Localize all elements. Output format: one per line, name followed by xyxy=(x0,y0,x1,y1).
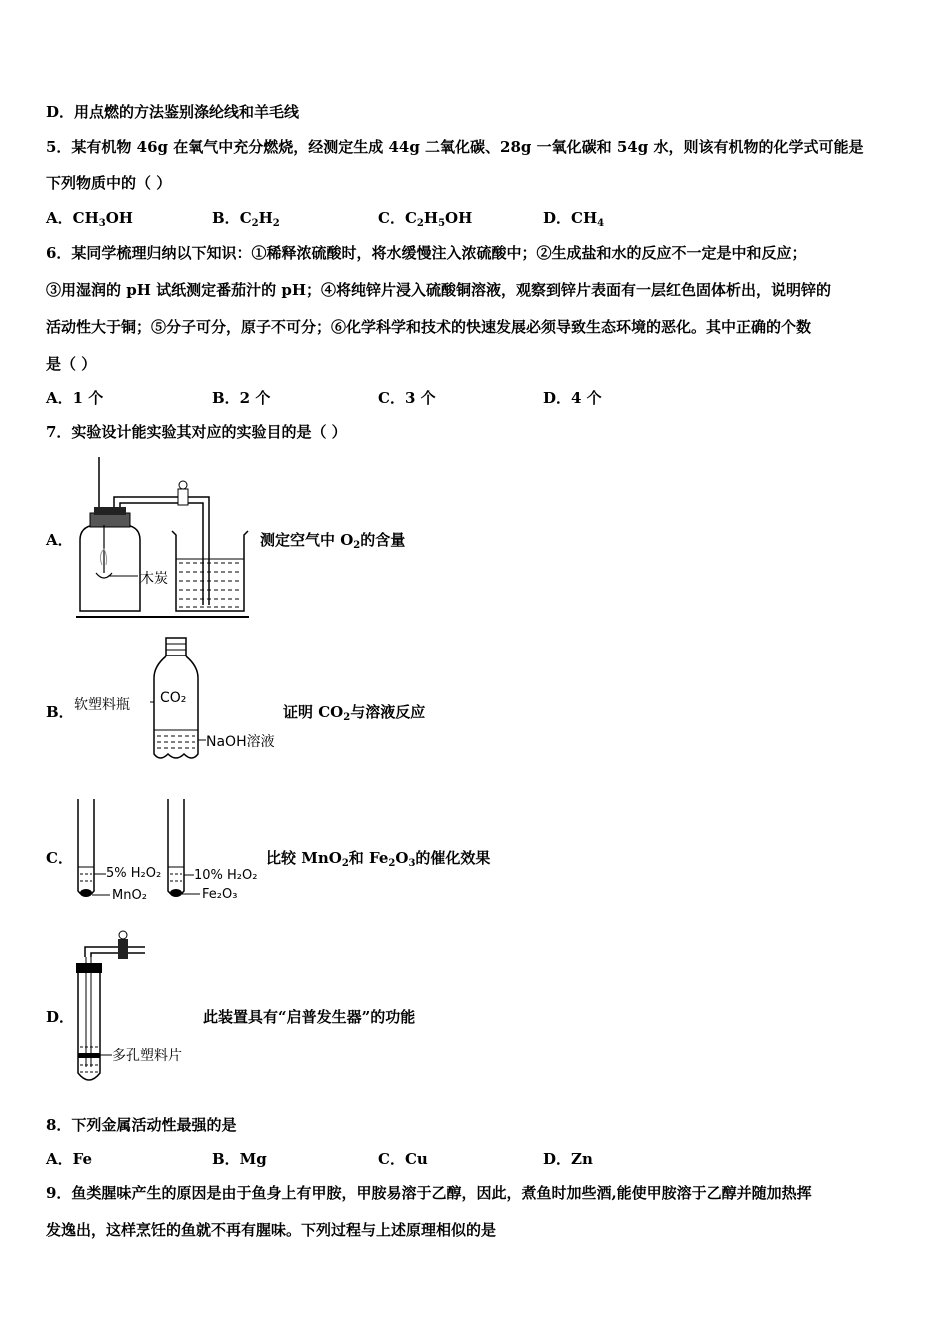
q7-option-d-caption: 此装置具有“启普发生器”的功能 xyxy=(203,1008,416,1026)
q5-option-b: B．$C_2H_2$ xyxy=(212,209,280,229)
q8-option-c: C．Cu xyxy=(378,1150,428,1168)
q7-a-fig-charcoal-label: 木炭 xyxy=(140,571,168,587)
q8-option-a: A．Fe xyxy=(46,1150,93,1168)
q7-d-fig-plate-label: 多孔塑料片 xyxy=(112,1048,182,1064)
q6-stem-line4: 是（ ） xyxy=(46,355,97,373)
q6-option-b: B．2 个 xyxy=(212,389,271,407)
q7-c-test-tubes-figure xyxy=(72,795,272,907)
q9-stem-line2: 发逸出，这样烹饪的鱼就不再有腥味。下列过程与上述原理相似的是 xyxy=(46,1221,497,1239)
q7-option-c-caption: 比较 MnO$_2$和 $Fe_2O_3$的催化效果 xyxy=(266,849,491,869)
q7-stem: 7．实验设计能实验其对应的实验目的是（ ） xyxy=(46,423,347,441)
q7-c-fig-label-3: 10% H₂O₂ xyxy=(194,868,258,883)
q8-option-b: B．Mg xyxy=(212,1150,267,1168)
q7-c-fig-label-1: 5% H₂O₂ xyxy=(106,866,162,881)
q5-option-c: C．$C_2H_5OH$ xyxy=(378,209,473,229)
q7-b-fig-liquid-label: NaOH溶液 xyxy=(206,734,275,750)
q9-stem-line1: 9．鱼类腥味产生的原因是由于鱼身上有甲胺，甲胺易溶于乙醇，因此，煮鱼时加些酒,能使甲胺溶于乙醇并随加热挥 xyxy=(46,1184,812,1202)
q7-option-b-caption: 证明 $CO_2$与溶液反应 xyxy=(283,703,426,723)
q7-option-b-label: B． xyxy=(46,703,74,721)
q7-a-apparatus-figure xyxy=(74,455,254,623)
q7-b-fig-bottle-label: 软塑料瓶 xyxy=(74,697,130,713)
q7-b-fig-gas-label: CO₂ xyxy=(160,690,187,706)
q7-option-d-label: D． xyxy=(46,1008,75,1026)
q4-option-d: D．用点燃的方法鉴别涤纶线和羊毛线 xyxy=(46,103,300,121)
q6-option-d: D．4 个 xyxy=(543,389,602,407)
q7-d-apparatus-figure xyxy=(70,927,220,1089)
q7-option-a-label: A． xyxy=(46,531,73,549)
q5-stem-line2: 下列物质中的（ ） xyxy=(46,174,172,192)
q5-stem-line1: 5．某有机物 46g 在氧气中充分燃烧，经测定生成 44g 二氧化碳、28g 一氧化碳和 54g 水，则该有机物的化学式可能是 xyxy=(46,138,864,156)
q8-option-d: D．Zn xyxy=(543,1150,593,1168)
q7-c-fig-label-4: Fe₂O₃ xyxy=(202,887,238,902)
q7-option-a-caption: 测定空气中 $O_2$的含量 xyxy=(260,531,406,551)
q6-stem-line1: 6．某同学梳理归纳以下知识：①稀释浓硫酸时，将水缓慢注入浓硫酸中；②生成盐和水的反应不一定是中和反应； xyxy=(46,244,807,262)
q6-option-c: C．3 个 xyxy=(378,389,436,407)
q5-option-a: A．$CH_3OH$ xyxy=(46,209,133,229)
q7-c-fig-label-2: MnO₂ xyxy=(112,888,147,903)
q6-stem-line3: 活动性大于铜；⑤分子可分，原子不可分；⑥化学科学和技术的快速发展必须导致生态环境的恶化。其中正确的个数 xyxy=(46,318,812,336)
q6-stem-line2: ③用湿润的 pH 试纸测定番茄汁的 pH；④将纯锌片浸入硫酸铜溶液，观察到锌片表面有一层红色固体析出，说明锌的 xyxy=(46,281,831,299)
q8-stem: 8．下列金属活动性最强的是 xyxy=(46,1116,237,1134)
q7-b-bottle-figure xyxy=(74,636,289,768)
q6-option-a: A．1 个 xyxy=(46,389,104,407)
q5-option-d: D．$CH_4$ xyxy=(543,209,605,229)
q7-option-c-label: C． xyxy=(46,849,73,867)
